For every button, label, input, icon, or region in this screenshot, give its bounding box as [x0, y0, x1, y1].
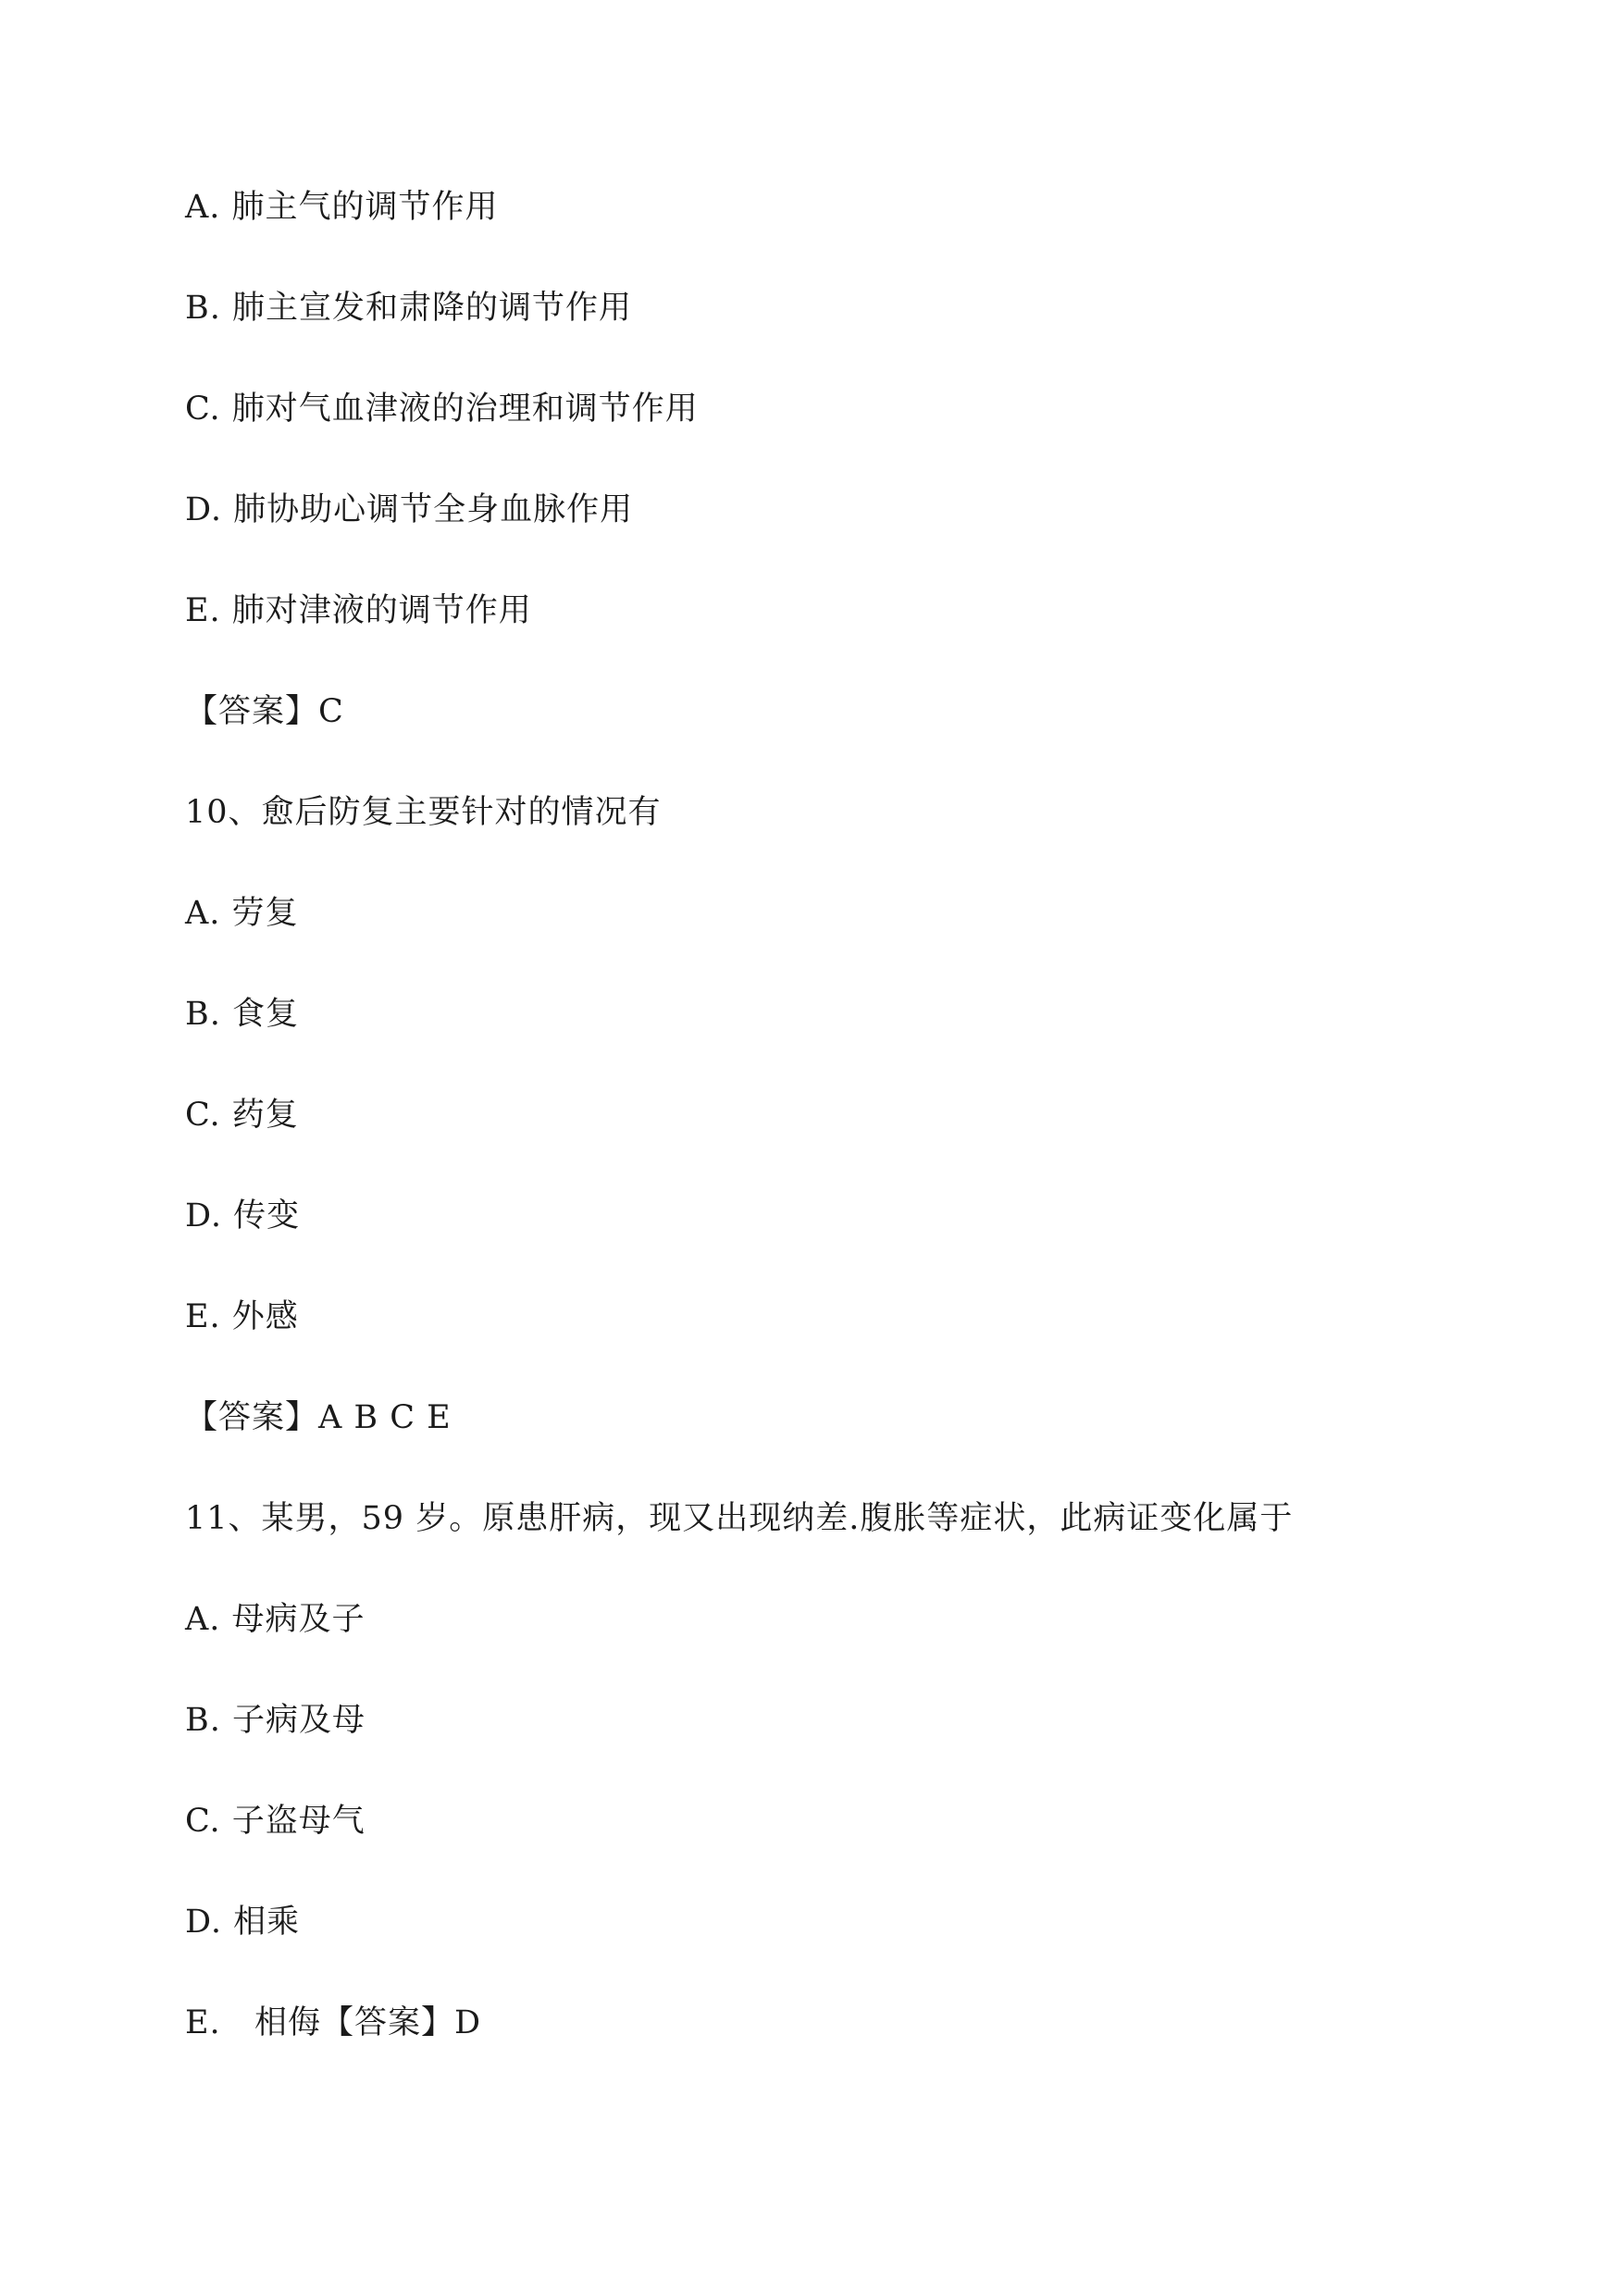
q10-option-c: C. 药复 — [185, 1097, 299, 1134]
q11-option-c: C. 子盗母气 — [185, 1803, 366, 1840]
q10-option-d: D. 传变 — [185, 1197, 301, 1234]
q11-option-e-and-answer: E. 相侮【答案】D — [185, 2004, 482, 2041]
q10-option-a: A. 劳复 — [185, 895, 299, 932]
q9-option-d: D. 肺协助心调节全身血脉作用 — [185, 491, 634, 528]
q10-answer: 【答案】A B C E — [185, 1399, 452, 1436]
q9-option-e: E. 肺对津液的调节作用 — [185, 592, 532, 629]
q9-option-c: C. 肺对气血津液的治理和调节作用 — [185, 391, 699, 428]
q10-option-b: B. 食复 — [185, 996, 299, 1033]
q9-option-a: A. 肺主气的调节作用 — [185, 189, 499, 226]
q11-option-b: B. 子病及母 — [185, 1702, 366, 1739]
q11-option-d: D. 相乘 — [185, 1904, 301, 1941]
q10-option-e: E. 外感 — [185, 1298, 299, 1335]
q9-answer: 【答案】C — [185, 693, 344, 730]
q11-option-a: A. 母病及子 — [185, 1601, 366, 1638]
q9-option-b: B. 肺主宣发和肃降的调节作用 — [185, 290, 632, 327]
q11-question: 11、某男，59 岁。原患肝病，现又出现纳差.腹胀等症状，此病证变化属于 — [185, 1500, 1294, 1537]
q10-question: 10、愈后防复主要针对的情况有 — [185, 794, 662, 831]
